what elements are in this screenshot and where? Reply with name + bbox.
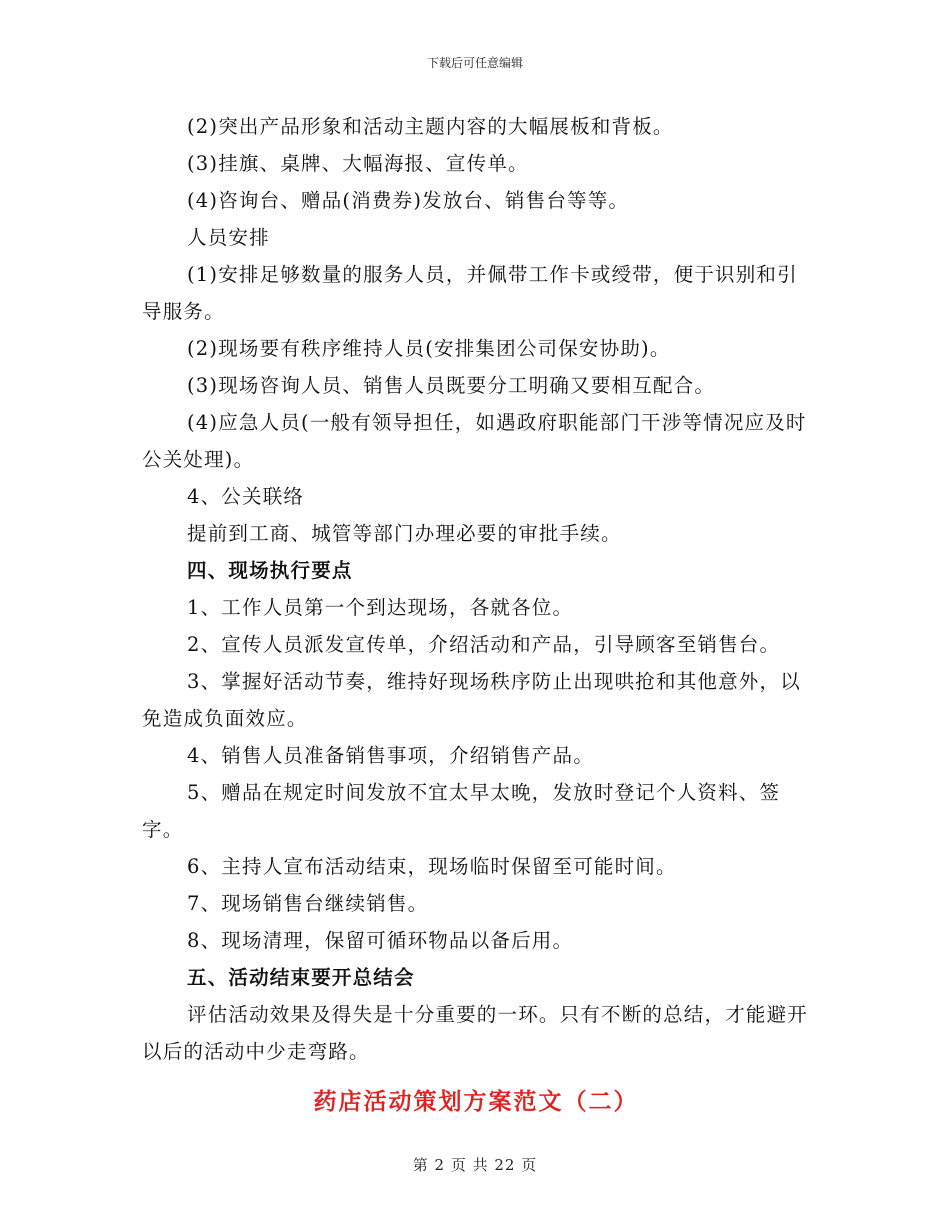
paragraph-exec-2: 2、宣传人员派发宣传单，介绍活动和产品，引导顾客至销售台。 (187, 633, 781, 656)
paragraph-exec-4: 4、销售人员准备销售事项，介绍销售产品。 (187, 744, 594, 767)
red-document-heading: 药店活动策划方案范文（二） (313, 1089, 639, 1115)
paragraph-summary: 评估活动效果及得失是十分重要的一环。只有不断的总结，才能避开以后的活动中少走弯路。 (142, 1003, 809, 1063)
paragraph-item-2: (2)突出产品形象和活动主题内容的大幅展板和背板。 (187, 115, 674, 138)
paragraph-staff-3: (3)现场咨询人员、销售人员既要分工明确又要相互配合。 (187, 374, 716, 397)
paragraph-exec-3: 3、掌握好活动节奏，维持好现场秩序防止出现哄抢和其他意外，以免造成负面效应。 (142, 670, 801, 730)
paragraph-exec-6: 6、主持人宣布活动结束，现场临时保留至可能时间。 (187, 855, 677, 878)
paragraph-approval: 提前到工商、城管等部门办理必要的审批手续。 (187, 522, 622, 545)
paragraph-exec-1: 1、工作人员第一个到达现场，各就各位。 (187, 596, 574, 619)
subheading-public-relations: 4、公关联络 (187, 485, 305, 508)
paragraph-staff-2: (2)现场要有秩序维持人员(安排集团公司保安协助)。 (187, 337, 671, 360)
paragraph-exec-8: 8、现场清理，保留可循环物品以备后用。 (187, 929, 574, 952)
paragraph-item-3: (3)挂旗、桌牌、大幅海报、宣传单。 (187, 152, 529, 175)
paragraph-staff-1: (1)安排足够数量的服务人员，并佩带工作卡或绶带，便于识别和引导服务。 (142, 263, 798, 323)
paragraph-exec-5: 5、赠品在规定时间发放不宜太早太晚，发放时登记个人资料、签字。 (142, 781, 781, 841)
paragraph-staff-4: (4)应急人员(一般有领导担任，如遇政府职能部门干涉等情况应及时公关处理)。 (142, 411, 807, 471)
paragraph-exec-7: 7、现场销售台继续销售。 (187, 892, 429, 915)
document-body (142, 108, 810, 1120)
section-title-summary: 五、活动结束要开总结会 (187, 966, 415, 989)
paragraph-item-4: (4)咨询台、赠品(消费券)发放台、销售台等等。 (187, 189, 630, 212)
page-footer-number: 第 2 页 共 22 页 (412, 1156, 538, 1174)
subheading-staffing: 人员安排 (187, 226, 270, 249)
page-header-note: 下载后可任意编辑 (426, 56, 523, 70)
section-title-execution: 四、现场执行要点 (187, 559, 353, 582)
